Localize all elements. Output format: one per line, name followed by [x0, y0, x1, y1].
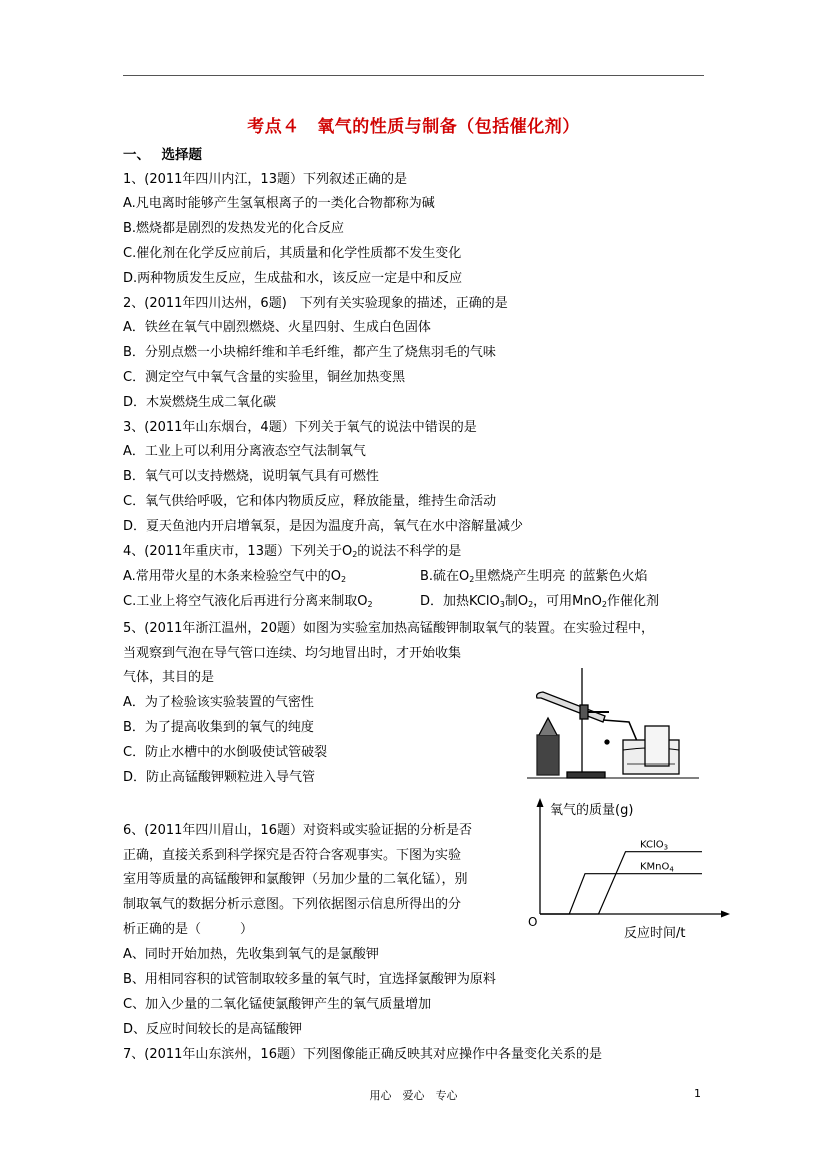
- q5-option-d: D．防止高锰酸钾颗粒进入导气管: [123, 770, 316, 785]
- y-axis-arrow: [537, 798, 544, 807]
- q3-option-a: A．工业上可以利用分离液态空气法制氧气: [123, 444, 366, 459]
- q6-stem-line-1: 6、(2011年四川眉山，16题）对资料或实验证据的分析是否: [123, 823, 472, 838]
- page-title: 考点４ 氧气的性质与制备（包括催化剂）: [247, 117, 580, 137]
- page-footer: 用心 爱心 专心: [369, 1089, 458, 1102]
- q3-option-c: C．氧气供给呼吸，它和体内物质反应，释放能量，维持生命活动: [123, 494, 497, 509]
- series-line-kclo3: [540, 852, 702, 914]
- q2-option-b: B．分别点燃一小块棉纤维和羊毛纤维，都产生了烧焦羽毛的气味: [123, 345, 496, 360]
- q6-stem-line-2: 正确，直接关系到科学探究是否符合客观事实。下图为实验: [123, 848, 462, 863]
- q7-stem: 7、(2011年山东滨州，16题）下列图像能正确反映其对应操作中各量变化关系的是: [123, 1047, 602, 1062]
- q1-stem: 1、(2011年四川内江，13题）下列叙述正确的是: [123, 172, 407, 187]
- series-line-kmno4: [540, 874, 702, 914]
- series-label-kmno4: KMnO$_4$: [640, 861, 674, 874]
- q6-stem-line-5: 析正确的是（ ）: [123, 922, 254, 937]
- page-number: 1: [694, 1087, 701, 1100]
- q5-stem-line-1: 5、(2011年浙江温州，20题）如图为实验室加热高锰酸钾制取氧气的装置。在实验过程中，: [123, 621, 654, 636]
- q1-option-b: B.燃烧都是剧烈的发热发光的化合反应: [123, 221, 345, 236]
- q1-option-a: A.凡电离时能够产生氢氧根离子的一类化合物都称为碱: [123, 196, 435, 211]
- q6-option-b: B、用相同容积的试管制取较多量的氧气时，宜选择氯酸钾为原料: [123, 972, 496, 987]
- oxygen-mass-chart: [520, 792, 735, 942]
- x-axis-label: 反应时间/t: [624, 926, 686, 941]
- q2-option-a: A．铁丝在氧气中剧烈燃烧、火星四射、生成白色固体: [123, 320, 431, 335]
- q6-option-c: C、加入少量的二氧化锰使氯酸钾产生的氧气质量增加: [123, 997, 432, 1012]
- q5-stem-line-2: 当观察到气泡在导气管口连续、均匀地冒出时，才开始收集: [123, 646, 462, 661]
- q4-option-d: D．加热KClO$_3$制$O_2$，可用MnO$_2$作催化剂: [420, 594, 659, 609]
- q5-option-c: C．防止水槽中的水倒吸使试管破裂: [123, 745, 328, 760]
- q5-option-a: A．为了检验该实验装置的气密性: [123, 695, 314, 710]
- q6-stem-line-3: 室用等质量的高锰酸钾和氯酸钾（另加少量的二氧化锰），别: [123, 872, 468, 887]
- q6-option-d: D、反应时间较长的是高锰酸钾: [123, 1022, 303, 1037]
- q1-option-d: D.两种物质发生反应，生成盐和水，该反应一定是中和反应: [123, 271, 463, 286]
- series-label-kclo3: KClO$_3$: [640, 839, 669, 852]
- q6-stem-line-4: 制取氧气的数据分析示意图。下列依据图示信息所得出的分: [123, 897, 462, 912]
- header-rule: [123, 75, 704, 76]
- q3-stem: 3、(2011年山东烟台，4题）下列关于氧气的说法中错误的是: [123, 420, 477, 435]
- apparatus-figure: [527, 660, 699, 782]
- q5-stem-line-3: 气体，其目的是: [123, 670, 215, 685]
- q3-option-d: D．夏天鱼池内开启增氧泵，是因为温度升高，氧气在水中溶解量减少: [123, 519, 524, 534]
- q2-option-d: D．木炭燃烧生成二氧化碳: [123, 395, 277, 410]
- origin-label: O: [528, 915, 538, 929]
- q4-stem: 4、(2011年重庆市，13题）下列关于$O_2$的说法不科学的是: [123, 544, 462, 559]
- q1-option-c: C.催化剂在化学反应前后，其质量和化学性质都不发生变化: [123, 246, 462, 261]
- x-axis-arrow: [721, 911, 730, 918]
- q2-option-c: C．测定空气中氧气含量的实验里，铜丝加热变黑: [123, 370, 406, 385]
- q4-option-b: B.硫在$O_2$里燃烧产生明亮 的蓝紫色火焰: [420, 569, 648, 584]
- q4-option-a: A.常用带火星的木条来检验空气中的$O_2$: [123, 569, 347, 584]
- y-axis-label: 氧气的质量(g): [550, 803, 634, 818]
- q5-option-b: B．为了提高收集到的氧气的纯度: [123, 720, 314, 735]
- section-heading: 一、 选择题: [123, 147, 202, 163]
- q3-option-b: B．氧气可以支持燃烧，说明氧气具有可燃性: [123, 469, 379, 484]
- q6-option-a: A、同时开始加热，先收集到氧气的是氯酸钾: [123, 947, 379, 962]
- q2-stem: 2、(2011年四川达州，6题) 下列有关实验现象的描述，正确的是: [123, 296, 508, 311]
- q4-option-c: C.工业上将空气液化后再进行分离来制取$O_2$: [123, 594, 373, 609]
